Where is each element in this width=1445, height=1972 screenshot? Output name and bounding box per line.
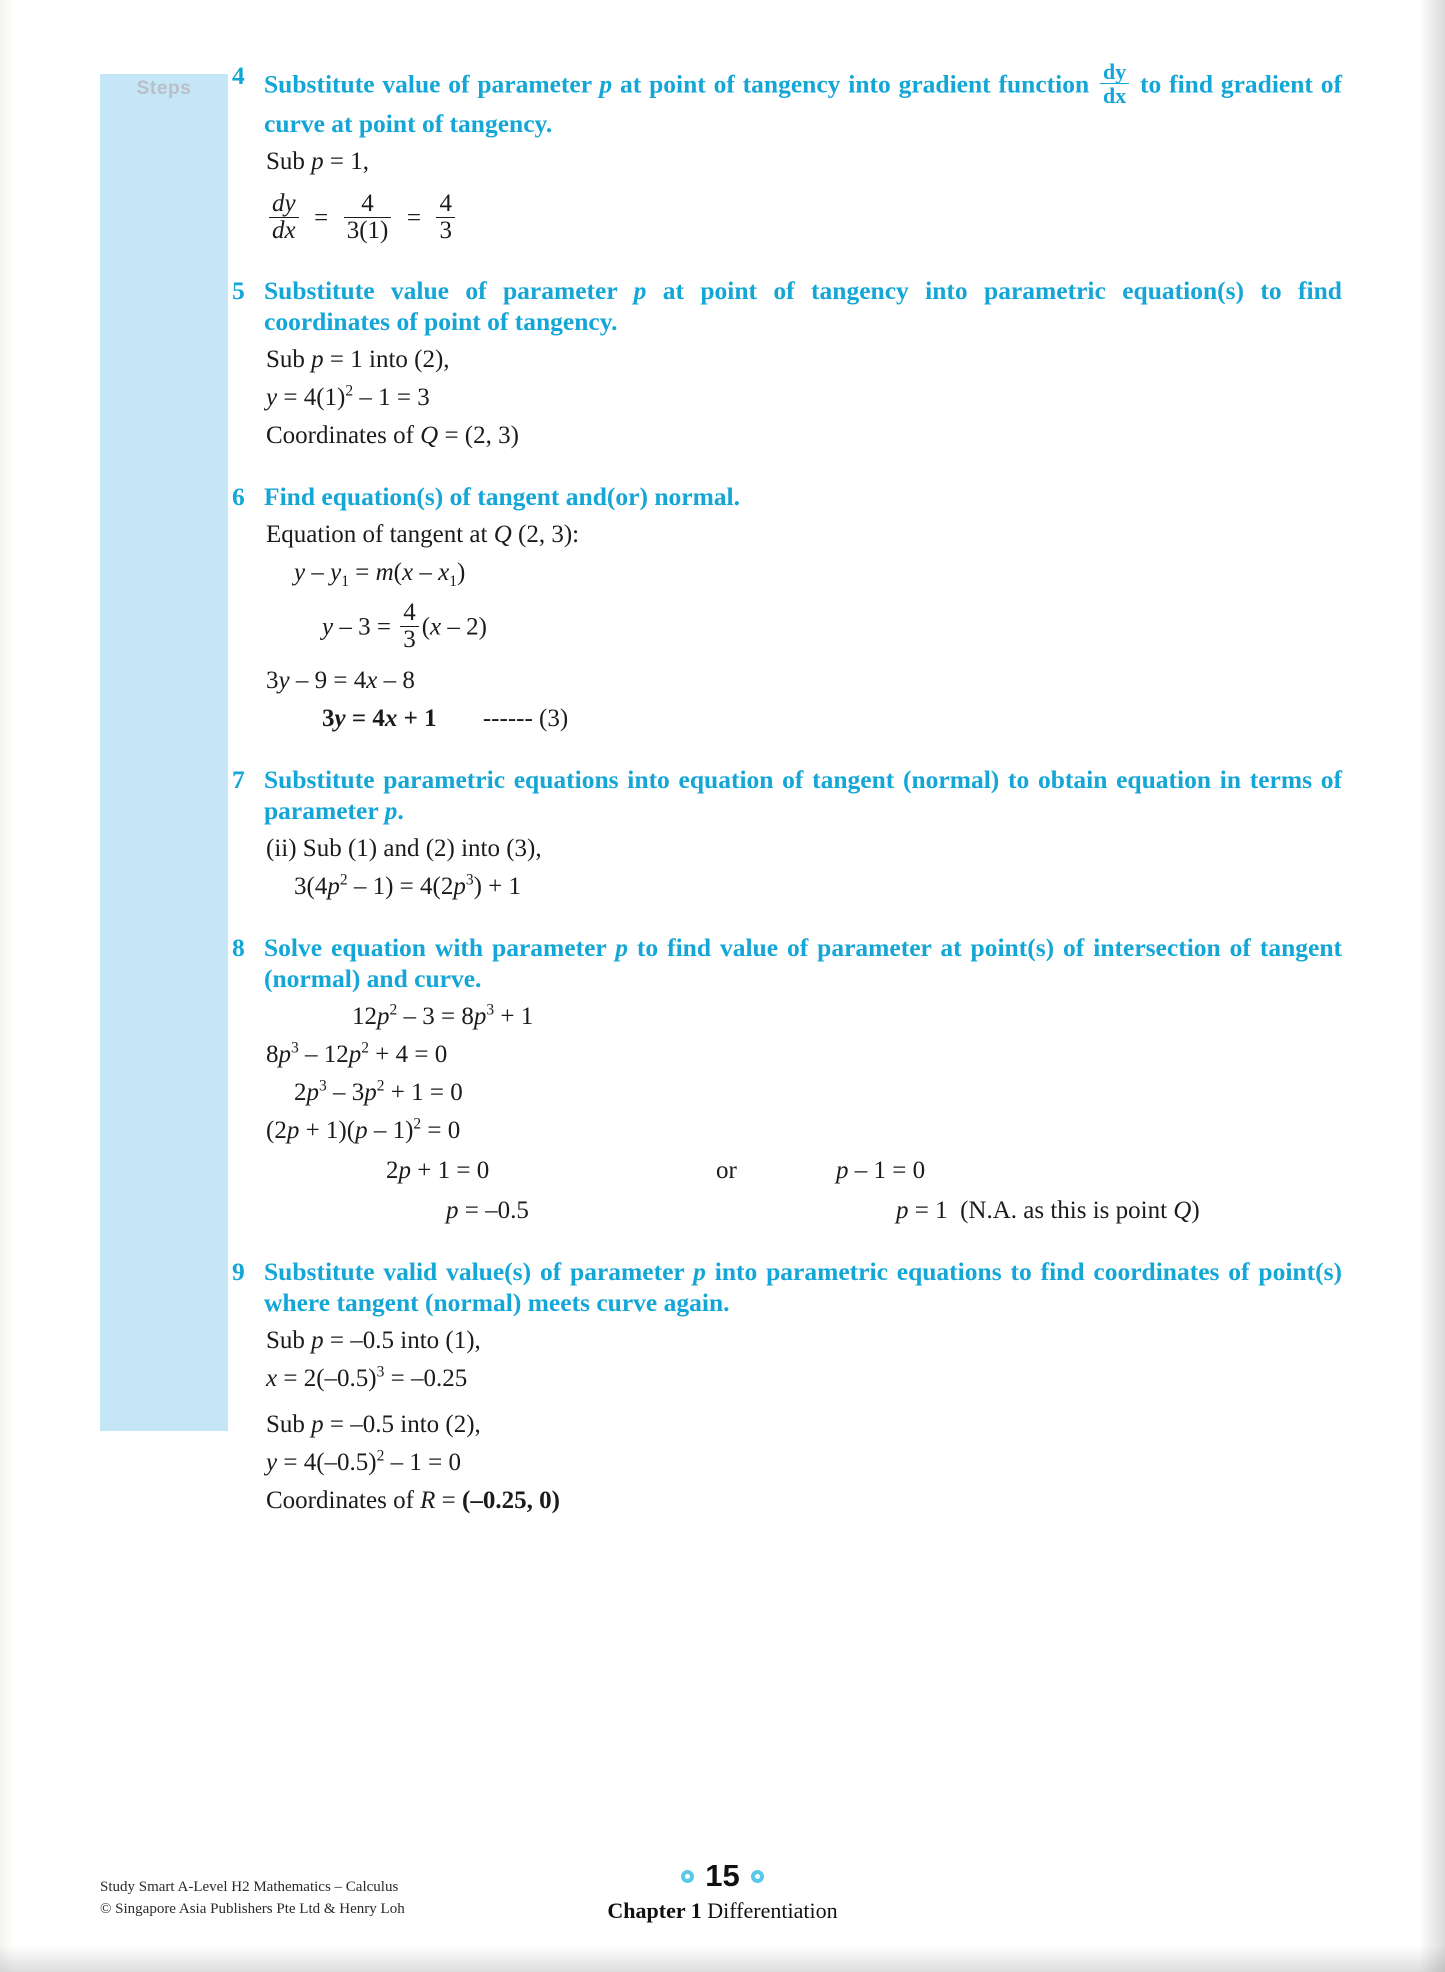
step-8-line-6 <box>266 1196 1342 1226</box>
step-8-number: 8 <box>232 932 245 962</box>
step-6-line-5: 3y = 4x + 1 ------ (3) <box>322 704 569 732</box>
step-4-dydx-denominator: dx <box>269 217 299 245</box>
step-4-working <box>266 147 1342 245</box>
step-8-heading <box>232 932 1342 994</box>
page-number: 15 <box>705 1858 740 1893</box>
spacer-5-6 <box>232 451 1342 481</box>
step-4-dydx-fraction <box>269 191 299 245</box>
step-4-title-fraction-numerator: dy <box>1103 59 1127 84</box>
step-4 <box>232 60 1342 245</box>
step-9-line-4: $y = 4(-0.5)^2 - 1 = 0$ <box>266 1447 461 1476</box>
dot-ornament-left-icon <box>681 1870 694 1883</box>
step-9-number: 9 <box>232 1256 245 1286</box>
step-7-line-2: $3(4p^2 - 1) = 4(2p^3) + 1$ <box>294 871 522 900</box>
step-6-slope-denominator: 3 <box>400 626 419 654</box>
step-6-slope-numerator: 4 <box>403 598 416 626</box>
step-6-slope-fraction <box>400 600 419 654</box>
step-4-title-fraction <box>1100 60 1129 108</box>
step-8 <box>232 932 1342 1226</box>
step-5-line-1: Sub p = 1 into (2), <box>266 345 450 373</box>
step-6-line-2: $y - y_1 = m(x - x_1)$ <box>294 558 466 590</box>
footer-chapter-title: Differentiation <box>707 1898 838 1923</box>
step-5-number: 5 <box>232 275 245 305</box>
step-9-title: Substitute valid value(s) of parameter p into parametric equations to find coordinates of point(s) where tangent (normal) meets curve again. <box>264 1256 1342 1317</box>
step-6-equation-reference: ------ (3) <box>482 704 569 732</box>
footer-center-block <box>0 1858 1445 1924</box>
step-4-equals-1: = <box>307 204 335 231</box>
step-9-working <box>266 1326 1342 1516</box>
step-7-working <box>266 834 1342 902</box>
step-7-title: Substitute parametric equations into equation of tangent (normal) to obtain equation in terms of parameter p. <box>264 764 1342 825</box>
step-4-title-fraction-denominator: dx <box>1100 83 1129 107</box>
page-edge-shadow-left <box>0 0 14 1972</box>
step-5-title: Substitute value of parameter p at point of tangency into parametric equation(s) to find coordinates of point of tangency. <box>264 275 1342 336</box>
step-6-line-3: y – 3 = $\frac{4}{3}$ (x – 2) <box>322 598 487 653</box>
step-4-title-mid: at point of tangency into gradient function <box>612 69 1098 99</box>
step-7-line-1: (ii) Sub (1) and (2) into (3), <box>266 834 542 862</box>
step-7-number: 7 <box>232 764 245 794</box>
step-6 <box>232 481 1342 734</box>
step-9-line-1: Sub p = –0.5 into (1), <box>266 1326 481 1354</box>
footer-copyright: © Singapore Asia Publishers Pte Ltd & Henry Loh <box>100 1901 405 1917</box>
step-8-line-5 <box>266 1156 1342 1186</box>
step-5 <box>232 275 1342 451</box>
page-content <box>232 60 1342 1516</box>
step-4-heading <box>232 60 1342 139</box>
step-4-title-pre: Substitute value of parameter <box>264 69 600 99</box>
spacer-6-7 <box>232 734 1342 764</box>
step-4-f1-numerator: 4 <box>361 189 374 217</box>
step-9 <box>232 1256 1342 1516</box>
step-5-line-3: Coordinates of Q = (2, 3) <box>266 421 519 449</box>
step-6-line-4: 3y – 9 = 4x – 8 <box>266 666 415 694</box>
steps-sidebar-rail <box>100 74 228 1431</box>
page-number-row <box>0 1858 1445 1894</box>
step-7-heading <box>232 764 1342 826</box>
step-8-line-3: $2p^3 - 3p^2 + 1 = 0$ <box>294 1077 463 1106</box>
spacer-8-9 <box>232 1226 1342 1256</box>
step-6-working <box>266 520 1342 734</box>
step-4-f2-denominator: 3 <box>436 217 455 245</box>
steps-sidebar-label: Steps <box>136 78 192 99</box>
step-4-fraction-4-over-3 <box>436 191 455 245</box>
step-8-solution-left: p = –0.5 <box>446 1196 529 1224</box>
step-8-working <box>266 1002 1342 1226</box>
step-4-sub-line: Sub p = 1, <box>266 147 370 175</box>
step-8-line-2: $8p^3 - 12p^2 + 4 = 0$ <box>266 1039 448 1068</box>
page-edge-shadow-right <box>1419 0 1445 1972</box>
step-9-line-5: Coordinates of R = (–0.25, 0) <box>266 1486 560 1514</box>
step-5-heading <box>232 275 1342 337</box>
step-8-branch-right-equation: p – 1 = 0 <box>836 1156 926 1184</box>
step-4-title-post: to find gradient of curve at point of tangency. <box>264 69 1342 138</box>
step-8-solution-right: p = 1 (N.A. as this is point Q) <box>896 1196 1200 1224</box>
step-6-title: Find equation(s) of tangent and(or) normal. <box>264 481 741 511</box>
footer-book-title: Study Smart A-Level H2 Mathematics – Calculus <box>100 1879 399 1895</box>
step-6-line-1: Equation of tangent at Q (2, 3): <box>266 520 580 548</box>
step-8-line-1: $12p^2 - 3 = 8p^3 + 1$ <box>352 1001 534 1030</box>
step-9-line-3: Sub p = –0.5 into (2), <box>266 1410 481 1438</box>
step-6-number: 6 <box>232 481 245 511</box>
dot-ornament-right-icon <box>751 1870 764 1883</box>
step-4-title <box>264 60 1342 139</box>
step-9-final-answer: (–0.25, 0) <box>462 1486 560 1514</box>
step-4-number: 4 <box>232 61 245 90</box>
spacer-7-8 <box>232 902 1342 932</box>
step-8-line-4: (2p + 1)(p – 1)$^2$ = 0 <box>266 1115 461 1144</box>
step-5-working <box>266 345 1342 451</box>
step-4-f2-numerator: 4 <box>439 189 452 217</box>
step-8-or-label: or <box>716 1156 737 1184</box>
step-4-f1-denominator: 3(1) <box>344 217 392 245</box>
step-4-dydx-numerator: dy <box>272 189 296 217</box>
step-4-title-var: p <box>599 69 613 99</box>
page-footer <box>0 1842 1445 1972</box>
step-8-spacer-cell <box>776 1196 896 1226</box>
step-5-line-2: $y = 4(1)^2 - 1 = 3$ <box>266 382 430 411</box>
step-9-heading <box>232 1256 1342 1318</box>
step-6-heading <box>232 481 1342 512</box>
step-8-branch-left-equation: 2p + 1 = 0 <box>386 1156 490 1184</box>
step-4-equals-2: = <box>400 204 428 231</box>
footer-chapter-line <box>0 1898 1445 1924</box>
step-8-title: Solve equation with parameter p to find value of parameter at point(s) of intersection of tangent (normal) and curve. <box>264 932 1342 993</box>
footer-chapter-label: Chapter 1 <box>607 1898 702 1923</box>
step-7 <box>232 764 1342 902</box>
step-4-fraction-4-over-3-1 <box>344 191 392 245</box>
step-9-line-2: $x = 2(-0.5)^3 = -0.25$ <box>266 1363 468 1392</box>
step-4-gradient-equation <box>266 191 1342 245</box>
spacer-4-5 <box>232 245 1342 275</box>
